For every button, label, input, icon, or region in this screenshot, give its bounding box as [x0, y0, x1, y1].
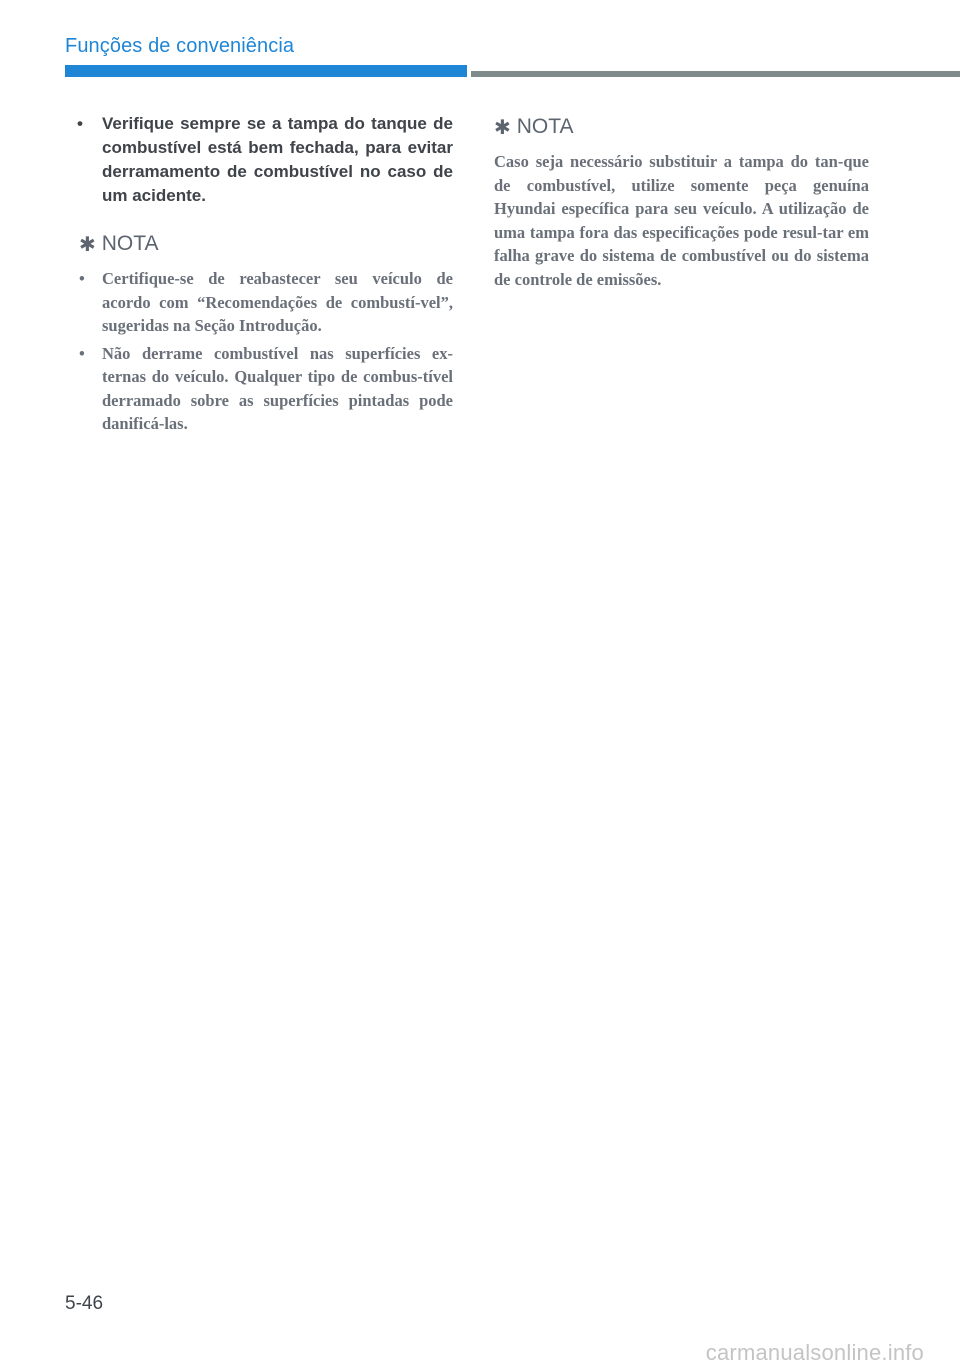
- asterisk-icon: ✱: [494, 116, 511, 139]
- note-list: [67, 267, 453, 436]
- right-column: [494, 112, 869, 291]
- warning-list: [67, 112, 453, 208]
- page-number: 5-46: [65, 1293, 104, 1314]
- bullet-icon: •: [79, 269, 85, 288]
- bullet-icon: •: [79, 343, 85, 363]
- section-title: Funções de conveniência: [65, 35, 295, 57]
- note-paragraph: Caso seja necessário substituir a tampa do tan-que de combustível, utilize somente peça genuína Hyundai específica para seu veículo. A utilização de uma tampa fora das especificações pode resul-tar em falha grave do sistema de combustível ou do sistema de controle de emissões.: [494, 152, 869, 289]
- header-bar-accent: [65, 65, 467, 77]
- warning-item: [67, 112, 453, 208]
- watermark-text: carmanualsonline.info: [705, 1340, 924, 1362]
- note-item-text: Certifique-se de reabastecer seu veículo de acordo com “Recomendações de combustí-vel”, sugeridas na Seção Introdução.: [102, 269, 453, 335]
- asterisk-icon: ✱: [79, 233, 96, 256]
- note-heading-label: NOTA: [516, 115, 574, 138]
- note-item-text: Não derrame combustível nas superfícies ex-ternas do veículo. Qualquer tipo de combus-tível derramado sobre as superfícies pintadas pode danificá-las.: [102, 343, 453, 433]
- header-bar-divider: [471, 71, 960, 77]
- note-item: [67, 267, 453, 338]
- note-heading-label: NOTA: [101, 232, 159, 255]
- note-item: [67, 342, 453, 436]
- bullet-icon: •: [77, 114, 83, 133]
- note-heading: [79, 229, 453, 259]
- left-column: [67, 112, 453, 440]
- note-heading: [494, 112, 869, 142]
- warning-item-text: Verifique sempre se a tampa do tanque de combustível está bem fechada, para evitar derramamento de combustível no caso de um acidente.: [102, 114, 453, 205]
